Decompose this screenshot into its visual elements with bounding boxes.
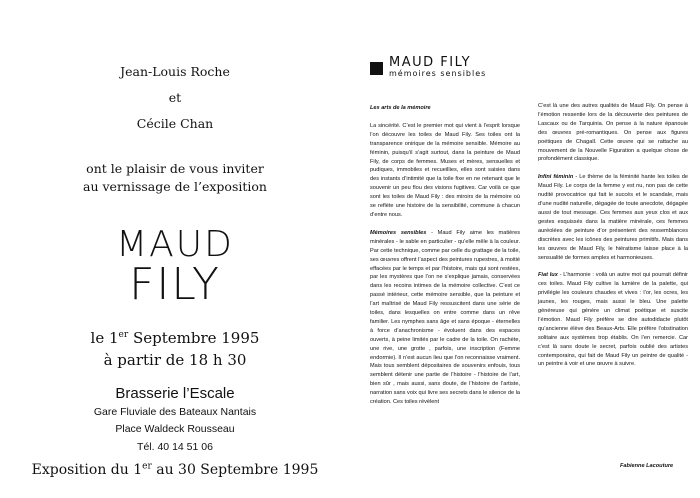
invite-line-1: ont le plaisir de vous inviter (86, 161, 264, 176)
venue-name: Brasserie l’Escale (115, 385, 235, 402)
venue-phone: Tél. 40 14 51 06 (137, 441, 213, 453)
catalogue-page (350, 0, 700, 498)
catalogue-subtitle: mémoires sensibles (389, 69, 487, 78)
header-square-icon (370, 62, 383, 75)
opening-date-suffix: er (118, 330, 129, 340)
opening-date (0, 329, 350, 347)
exhibition-dates (0, 462, 350, 478)
author-signature: Fabienne Lacouture (620, 463, 674, 469)
section-heading: Les arts de la mémoire (370, 105, 431, 111)
host-name-1: Jean-Louis Roche (120, 64, 230, 79)
section-body: - Maud Fily aime les matières minérales - le sable en particulier - qu’elle mêle à la couleur. Par cette technique, comme par celle du grattage de la toile, ses œuvres offrent l’aspect des peintures rupestres, à moitié effacées par le temps et par l’histoire, mais qui sont restées, par les mystères que l’on ne s’explique jamais, conservées dans les recoins intimes de la mémoire collective. C’est ce passé intérieur, cette mémoire sensible, que la peinture et l’art maîtrisé de Maud Fily ressuscitent dans une série de toiles, dans lesquelles on entre comme dans un rêve familier. Les nymphes sans âge et sans époque - éternelles à force d’anachronisme - évoluent dans des espaces ouverts, à peine limités par le cadre de la toile. On rachète, une rive, une grotte , parfois, une inscription (Femme endormie). Il n’est aucun lieu que l’on reconnaisse vraiment. Mais tous semblent dépositaires de souvenirs enfouis, tous semblent détenir une partie de l’histoire - l’histoire de l’art, bien sûr , mais aussi, sans doute, de l’histoire de l’artiste, narration sans voix qui livre ses secrets dans le silence de la création. Ces toiles révèlent (370, 229, 520, 406)
opening-date-day: le 1 (90, 329, 119, 347)
exhibition-end: au 30 Septembre 1995 (151, 462, 319, 478)
section-paragraph (370, 229, 520, 407)
section-paragraph: C’est là une des autres qualités de Maud Fily. On pense à l’émotion ressentie lors de la découverte des peintures de Lascaux ou de Tarquinia. On pense à la nature épanouie des œuvres pré-romantiques. On pense aux figures poétiques de Chagall. Cette œuvre qui se rattache au mouvement de la Nouvelle Figuration a quelque chose de profondément classique. (538, 103, 688, 163)
exhibition-start-suffix: er (142, 461, 152, 472)
section-heading: Mémoires sensibles (370, 229, 427, 236)
text-column-right (538, 102, 688, 378)
host-name-2: Cécile Chan (136, 116, 214, 131)
section-paragraph (538, 271, 688, 369)
artist-last-name: FILY (129, 259, 221, 310)
opening-date-month: Septembre 1995 (128, 329, 260, 347)
venue-address-2: Place Waldeck Rousseau (115, 423, 235, 435)
invite-line-2: au vernissage de l’exposition (83, 179, 267, 194)
venue-address-1: Gare Fluviale des Bateaux Nantais (93, 406, 257, 418)
section-paragraph: La sincérité. C’est le premier mot qui vient à l’esprit lorsque l’on découvre les toiles de Maud Fily. Ses toiles ont la transparence onirique de la mémoire sensible. Mémoire au féminin, puisqu’il s’agit surtout, dans la peinture de Maud Fily, de corps de femmes. Muses et mères, sensuelles et pudiques, immobiles et recueillies, elles sont saisies dans des instants d’intimité que la toile fixe en ne retenant que le souvenir un peu flou des visions fugitives. Car voilà ce que sont les toiles de Maud Fily : des miroirs de la mémoire où se reflète une histoire de la sensibilité, commune à chacun d’entre nous. (370, 122, 520, 218)
section-heading: Infini féminin (538, 174, 574, 181)
text-column-left (370, 104, 520, 416)
opening-time: à partir de 18 h 30 (103, 351, 247, 369)
section-body: - Le thème de la féminité hante les toiles de Maud Fily. Le corps de la femme y est nu, non pas de cette nudité provocatrice qui fait le succès et le scandale, mais d’une nudité naturelle, dégagée de toute anecdote, dégagée aussi de tout message. Ces femmes aux yeux clos et aux gestes esquissés dans la matière minérale, ces femmes auréolées de peinture d’or présentent des ressemblances discrètes avec les icônes des peintures primitifs. Mais dans les œuvres de Maud Fily, le hiératisme laisse place à la sensualité de formes amples et harmonieuses. (538, 174, 688, 261)
section-paragraph (538, 173, 688, 262)
section-body: - L’harmonie : voilà un autre mot qui pourrait définir ces toiles. Maud Fily cultive la lumière de la palette, qui privilégie les couleurs chaudes et vives : l’or, les ocres, les jaunes, les rouges, mais aussi le bleu. Une palette généreuse qui génère un climat poétique et suscite l’émotion. Maud Fily préfère se dire autodidacte plutôt qu’ancienne élève des Beaux-Arts. Elle préfère l’obstination solitaire aux systèmes trop établis. On l’en remercie. Car c’est là sans doute le secret, parfois oublié des artistes contemporains, qui fait de Maud Fily un peintre de qualité - un peintre à voir et une œuvre à suivre. (538, 272, 688, 368)
exhibition-start: Exposition du 1 (31, 462, 143, 478)
section-heading: Fiat lux (538, 272, 558, 279)
host-connector: et (168, 90, 182, 105)
catalogue-title: MAUD FILY (389, 55, 472, 70)
artist-first-name: MAUD (116, 224, 234, 265)
